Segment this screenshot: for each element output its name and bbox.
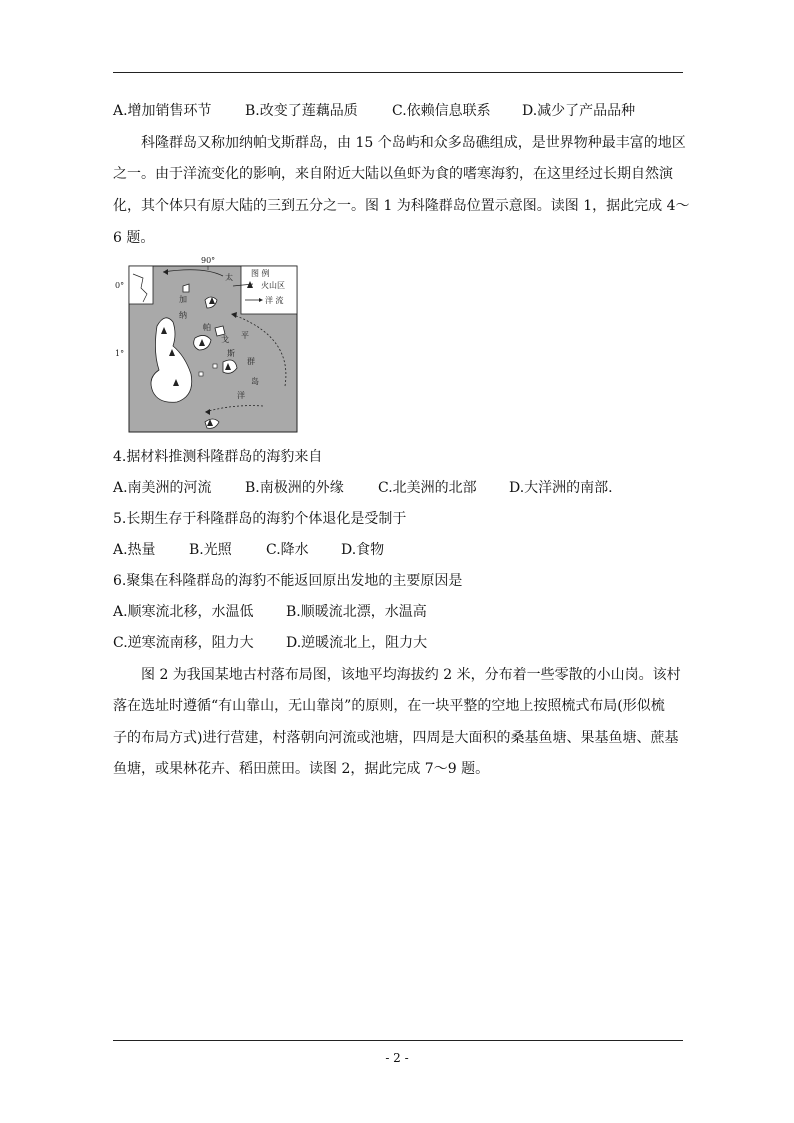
q5-stem: 5.长期生存于科隆群岛的海豹个体退化是受制于	[113, 511, 407, 527]
page-number: - 2 -	[385, 1051, 409, 1065]
legend-volcano-label: 火山区	[261, 281, 285, 290]
q4-stem: 4.据材料推测科隆群岛的海豹来自	[113, 449, 323, 465]
para2-line-1: 图 2 为我国某地古村落布局图，该地平均海拔约 2 米，分布着一些零散的小山岗。该村	[141, 667, 681, 683]
q6-option-a: A.顺寒流北移，水温低	[113, 604, 254, 620]
longitude-label: 90°	[201, 256, 216, 265]
q6-option-d: D.逆暖流北上，阻力大	[286, 635, 428, 651]
q3-option-b: B.改变了莲藕品质	[245, 103, 358, 119]
q4-option-c: C.北美洲的北部	[378, 480, 477, 496]
bottom-rule	[113, 1040, 683, 1041]
map-char-si: 斯	[227, 349, 235, 358]
q4-option-b: B.南极洲的外缘	[245, 480, 344, 496]
q5-option-d: D.食物	[341, 542, 385, 558]
latitude-1-label: 1°	[115, 349, 125, 358]
q5-option-b: B.光照	[189, 542, 232, 558]
latitude-0-label: 0°	[115, 281, 125, 290]
map-char-jia: 加	[179, 295, 187, 304]
para2-line-4: 鱼塘，或果林花卉、稻田蔗田。读图 2，据此完成 7～9 题。	[113, 761, 490, 777]
para1-line-4: 6 题。	[113, 230, 155, 246]
q6-stem: 6.聚集在科隆群岛的海豹不能返回原出发地的主要原因是	[113, 573, 463, 589]
legend-current-label: 洋 流	[265, 296, 284, 305]
mainland-inset	[129, 266, 153, 304]
galapagos-location-map	[113, 256, 303, 436]
q4-option-a: A.南美洲的河流	[113, 480, 212, 496]
map-char-yang: 洋	[237, 391, 245, 400]
map-char-na: 纳	[179, 311, 187, 320]
para1-line-1: 科隆群岛又称加纳帕戈斯群岛，由 15 个岛屿和众多岛礁组成，是世界物种最丰富的地区	[141, 135, 686, 151]
q3-option-d: D.减少了产品品种	[522, 103, 636, 119]
para1-line-3: 化，其个体只有原大陆的三到五分之一。图 1 为科隆群岛位置示意图。读图 1，据此完成 4～	[113, 198, 690, 214]
map-char-ge: 戈	[221, 335, 229, 344]
top-rule	[113, 72, 683, 73]
q4-option-d: D.大洋洲的南部.	[509, 480, 613, 496]
map-char-dao: 岛	[251, 377, 259, 386]
map-char-pa: 帕	[203, 323, 211, 332]
para1-line-2: 之一。由于洋流变化的影响，来自附近大陆以鱼虾为食的嗜寒海豹，在这里经过长期自然演	[113, 166, 673, 182]
q6-option-c: C.逆寒流南移，阻力大	[113, 635, 254, 651]
map-char-tai: 太	[225, 273, 233, 282]
q6-option-b: B.顺暖流北漂，水温高	[286, 604, 427, 620]
para2-line-3: 子的布局方式)进行营建，村落朝向河流或池塘，四周是大面积的桑基鱼塘、果基鱼塘、蔗基	[113, 730, 679, 746]
q5-option-c: C.降水	[266, 542, 309, 558]
q3-option-c: C.依赖信息联系	[392, 103, 491, 119]
q5-option-a: A.热量	[113, 542, 156, 558]
map-char-qun: 群	[247, 357, 255, 366]
legend-title: 图 例	[251, 269, 270, 278]
q3-option-a: A.增加销售环节	[113, 103, 212, 119]
para2-line-2: 落在选址时遵循“有山靠山，无山靠岗”的原则，在一块平整的空地上按照梳式布局(形似梳	[113, 698, 665, 714]
map-char-ping: 平	[241, 331, 249, 340]
